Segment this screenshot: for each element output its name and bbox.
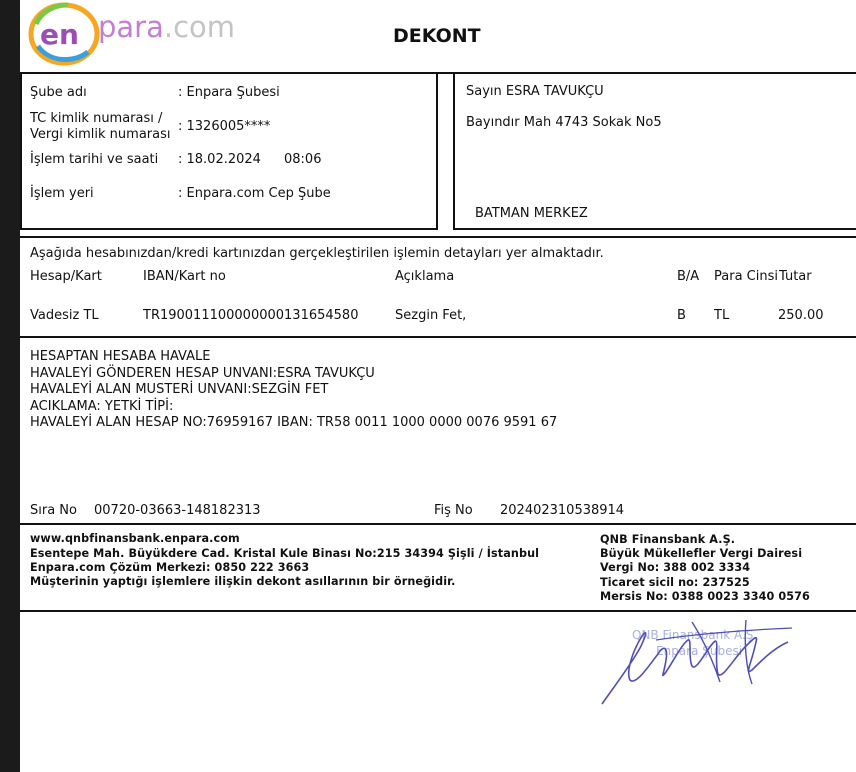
header-hesap: Hesap/Kart bbox=[30, 269, 102, 284]
stamp-line1: QNB Finansbank A.Ş. bbox=[632, 628, 758, 642]
date-value: : 18.02.2024 bbox=[178, 152, 261, 167]
footer-bottom-rule bbox=[20, 610, 856, 612]
tc-label-line2: Vergi kimlik numarası bbox=[30, 127, 171, 142]
time-value: 08:06 bbox=[284, 152, 322, 167]
location-value: : Enpara.com Cep Şube bbox=[178, 186, 331, 201]
footer-support: Enpara.com Çözüm Merkezi: 0850 222 3663 bbox=[30, 561, 310, 574]
details-bottom-rule bbox=[20, 336, 856, 338]
header-tutar: Tutar bbox=[779, 269, 812, 284]
row-tutar: 250.00 bbox=[778, 308, 824, 323]
row-para: TL bbox=[714, 308, 730, 323]
header-iban: IBAN/Kart no bbox=[143, 269, 226, 284]
logo-en-text: en bbox=[40, 18, 79, 51]
enpara-logo bbox=[28, 2, 100, 66]
page-title: DEKONT bbox=[393, 25, 481, 47]
logo-com-text: .com bbox=[163, 10, 236, 44]
logo-text bbox=[98, 10, 235, 44]
footer-top-rule bbox=[20, 523, 856, 525]
header-aciklama: Açıklama bbox=[395, 269, 455, 284]
sira-value: 00720-03663-148182313 bbox=[94, 503, 261, 518]
signature-icon bbox=[596, 614, 796, 710]
signature bbox=[596, 614, 796, 710]
desc-line3: HAVALEYİ ALAN MUSTERİ UNVANI:SEZGİN FET bbox=[30, 382, 329, 397]
footer-bank-name: QNB Finansbank A.Ş. bbox=[600, 533, 736, 546]
details-intro: Aşağıda hesabınızdan/kredi kartınızdan gerçekleştirilen işlemin detayları yer almaktadır. bbox=[30, 246, 604, 261]
fis-value: 202402310538914 bbox=[500, 503, 625, 518]
desc-line1: HESAPTAN HESABA HAVALE bbox=[30, 349, 211, 364]
row-hesap: Vadesiz TL bbox=[30, 308, 99, 323]
footer-note: Müşterinin yaptığı işlemlere ilişkin dekont asıllarının bir örneğidir. bbox=[30, 575, 456, 588]
logo-mark-icon bbox=[28, 2, 100, 66]
footer-address: Esentepe Mah. Büyükdere Cad. Kristal Kule Binası No:215 34394 Şişli / İstanbul bbox=[30, 547, 540, 560]
location-label: İşlem yeri bbox=[30, 186, 94, 201]
desc-line2: HAVALEYİ GÖNDEREN HESAP UNVANI:ESRA TAVUKÇU bbox=[30, 366, 375, 381]
recipient-city: BATMAN MERKEZ bbox=[475, 206, 588, 221]
sira-label: Sıra No bbox=[30, 503, 77, 518]
details-top-rule bbox=[20, 236, 856, 238]
tc-label-line1: TC kimlik numarası / bbox=[30, 111, 163, 126]
fis-label: Fiş No bbox=[434, 503, 473, 518]
desc-line4: ACIKLAMA: YETKİ TİPİ: bbox=[30, 399, 174, 414]
footer-tax-no: Vergi No: 388 002 3334 bbox=[600, 561, 751, 574]
recipient-name: Sayın ESRA TAVUKÇU bbox=[466, 84, 604, 99]
header-ba: B/A bbox=[677, 269, 700, 284]
branch-value: : Enpara Şubesi bbox=[178, 85, 280, 100]
logo-para-text: para bbox=[98, 10, 164, 44]
footer-trade-reg: Ticaret sicil no: 237525 bbox=[600, 576, 750, 589]
header-para: Para Cinsi bbox=[714, 269, 778, 284]
desc-line5: HAVALEYİ ALAN HESAP NO:76959167 IBAN: TR58 0011 1000 0000 0076 9591 67 bbox=[30, 415, 558, 430]
row-iban: TR190011100000000131654580 bbox=[143, 308, 359, 323]
tc-value: : 1326005**** bbox=[178, 119, 271, 134]
branch-label: Şube adı bbox=[30, 85, 87, 100]
footer-website: www.qnbfinansbank.enpara.com bbox=[30, 532, 240, 545]
stamp-line2: Enpara Şubesi bbox=[656, 644, 743, 658]
recipient-address: Bayındır Mah 4743 Sokak No5 bbox=[466, 115, 662, 130]
date-label: İşlem tarihi ve saati bbox=[30, 152, 159, 167]
row-aciklama: Sezgin Fet, bbox=[395, 308, 467, 323]
row-ba: B bbox=[677, 308, 686, 323]
left-edge-bar bbox=[0, 0, 20, 772]
footer-mersis: Mersis No: 0388 0023 3340 0576 bbox=[600, 590, 810, 603]
footer-tax-office: Büyük Mükellefler Vergi Dairesi bbox=[600, 547, 803, 560]
